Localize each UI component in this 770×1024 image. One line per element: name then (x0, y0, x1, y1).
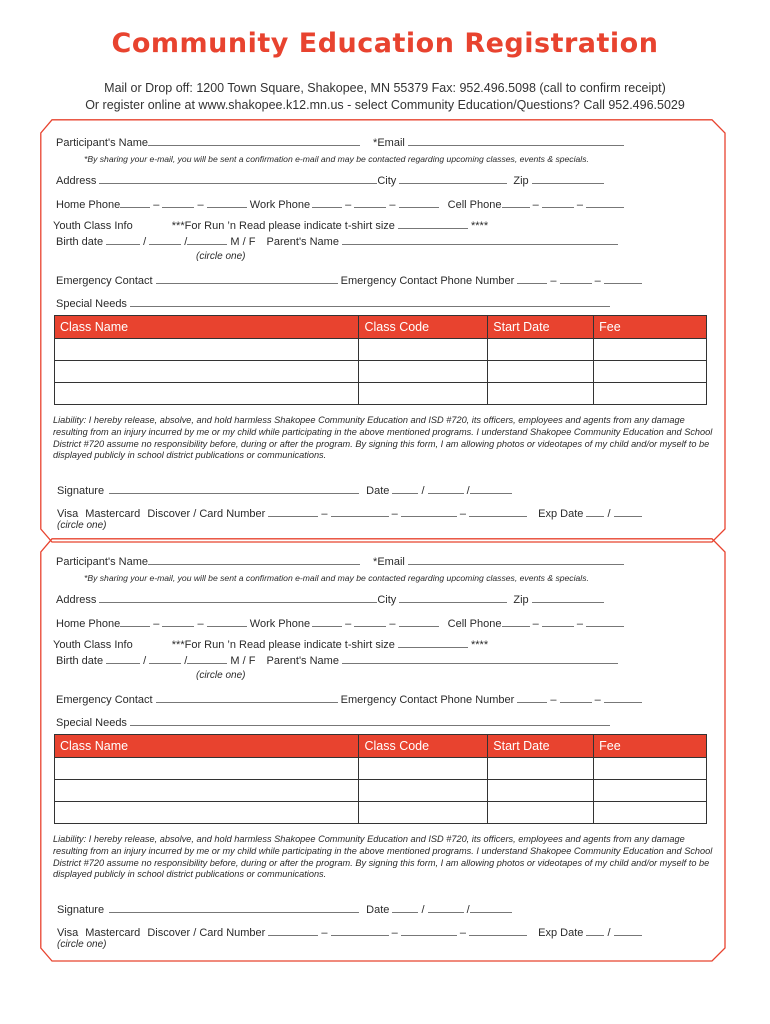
dash: – (391, 927, 398, 939)
class-name-cell[interactable] (55, 802, 359, 824)
exp-month-field[interactable] (586, 507, 604, 517)
date-year-field[interactable] (470, 903, 512, 913)
birth-month-field[interactable] (106, 235, 140, 245)
work-phone-label: Work Phone (249, 199, 311, 211)
card-number-field-2[interactable] (331, 926, 389, 936)
fee-cell[interactable] (594, 758, 707, 780)
city-field[interactable] (399, 593, 507, 603)
slash: / (466, 485, 470, 497)
signature-field[interactable] (109, 484, 359, 494)
mastercard-option[interactable]: Mastercard (85, 927, 141, 939)
class-code-cell[interactable] (359, 758, 488, 780)
date-month-field[interactable] (392, 903, 418, 913)
special-needs-field[interactable] (130, 297, 610, 307)
table-row (55, 383, 707, 405)
card-number-field-1[interactable] (268, 507, 318, 517)
class-code-cell[interactable] (359, 802, 488, 824)
parent-name-label: Parent's Name (266, 655, 339, 667)
date-month-field[interactable] (392, 484, 418, 494)
class-code-cell[interactable] (359, 339, 488, 361)
class-code-cell[interactable] (359, 383, 488, 405)
date-label: Date (366, 485, 390, 497)
exp-year-field[interactable] (614, 507, 642, 517)
dash: – (345, 199, 352, 211)
registration-section-2 (40, 538, 726, 962)
birth-day-field[interactable] (149, 235, 181, 245)
signature-field[interactable] (109, 903, 359, 913)
card-number-field-2[interactable] (331, 507, 389, 517)
email-label: *Email (373, 556, 405, 568)
start-date-cell[interactable] (488, 802, 594, 824)
cell-phone-area-field[interactable] (502, 617, 530, 627)
fee-header: Fee (594, 316, 707, 339)
circle-one-note: (circle one) (196, 670, 246, 681)
exp-date-label: Exp Date (538, 927, 584, 939)
class-table (54, 315, 707, 405)
dash: – (321, 508, 328, 520)
gender-mf[interactable]: M / F (230, 655, 256, 667)
table-row (55, 339, 707, 361)
class-name-header: Class Name (55, 316, 359, 339)
home-phone-prefix-field[interactable] (162, 617, 194, 627)
header-mail-line: Mail or Drop off: 1200 Town Square, Shakopee, MN 55379 Fax: 952.496.5098 (call to confirm receipt) (104, 81, 666, 95)
table-row (55, 758, 707, 780)
fee-cell[interactable] (594, 802, 707, 824)
tshirt-size-field[interactable] (398, 638, 468, 648)
class-code-cell[interactable] (359, 361, 488, 383)
home-phone-label: Home Phone (56, 618, 121, 630)
tshirt-end: **** (471, 639, 489, 651)
youth-class-info-label: Youth Class Info (53, 220, 133, 232)
email-note: *By sharing your e-mail, you will be sent a confirmation e-mail and may be contacted regarding upcoming classes, events & specials. (84, 573, 589, 583)
start-date-cell[interactable] (488, 780, 594, 802)
email-label: *Email (373, 137, 405, 149)
class-name-cell[interactable] (55, 361, 359, 383)
participant-name-field[interactable] (148, 555, 360, 565)
card-number-field-3[interactable] (401, 926, 457, 936)
zip-label: Zip (513, 594, 529, 606)
city-label: City (377, 594, 397, 606)
class-table (54, 734, 707, 824)
class-name-cell[interactable] (55, 780, 359, 802)
dash: – (197, 199, 204, 211)
zip-field[interactable] (532, 174, 604, 184)
cell-phone-area-field[interactable] (502, 198, 530, 208)
dash: – (576, 618, 583, 630)
emergency-contact-label: Emergency Contact (56, 275, 153, 287)
card-number-field-3[interactable] (401, 507, 457, 517)
dash: – (391, 508, 398, 520)
dash: – (197, 618, 204, 630)
parent-name-field[interactable] (342, 235, 618, 245)
cell-phone-label: Cell Phone (447, 618, 502, 630)
class-name-cell[interactable] (55, 339, 359, 361)
parent-name-field[interactable] (342, 654, 618, 664)
emergency-phone-label: Emergency Contact Phone Number (340, 694, 515, 706)
card-number-field-4[interactable] (469, 926, 527, 936)
parent-name-label: Parent's Name (266, 236, 339, 248)
youth-class-info-label: Youth Class Info (53, 639, 133, 651)
city-label: City (377, 175, 397, 187)
start-date-cell[interactable] (488, 758, 594, 780)
card-number-field-1[interactable] (268, 926, 318, 936)
cell-phone-prefix-field[interactable] (542, 198, 574, 208)
dash: – (550, 275, 557, 287)
tshirt-end: **** (471, 220, 489, 232)
dash: – (321, 927, 328, 939)
circle-one-note: (circle one) (57, 939, 107, 950)
date-day-field[interactable] (428, 484, 464, 494)
fee-cell[interactable] (594, 361, 707, 383)
liability-text: Liability: I hereby release, absolve, and hold harmless Shakopee Community Education and ISD #720, its officers, employees and agents from any damage resulting from an injury incurred by me or my child while participating in the above mentioned programs. I understand Shakopee Community Education and School District #720 assume no responsibility before, during or after the program. By signing this form, I am allowing photos or videotapes of my child and/or myself to be displayed publicly in school district publications or communications. (53, 834, 713, 880)
exp-month-field[interactable] (586, 926, 604, 936)
address-label: Address (56, 594, 97, 606)
header-online-line: Or register online at www.shakopee.k12.mn.us - select Community Education/Questions? Call 952.496.5029 (85, 98, 685, 112)
home-phone-area-field[interactable] (120, 617, 150, 627)
class-name-header: Class Name (55, 735, 359, 758)
visa-option[interactable]: Visa (57, 927, 79, 939)
table-row (55, 802, 707, 824)
date-label: Date (366, 904, 390, 916)
emergency-contact-field[interactable] (156, 693, 338, 703)
birth-day-field[interactable] (149, 654, 181, 664)
discover-option[interactable]: Discover / Card Number (147, 508, 266, 520)
visa-option[interactable]: Visa (57, 508, 79, 520)
table-row (55, 361, 707, 383)
address-label: Address (56, 175, 97, 187)
emergency-contact-label: Emergency Contact (56, 694, 153, 706)
dash: – (459, 508, 467, 520)
dash: – (153, 618, 160, 630)
dash: – (345, 618, 352, 630)
emergency-contact-field[interactable] (156, 274, 338, 284)
birth-year-field[interactable] (187, 654, 227, 664)
participant-name-label: Participant's Name (56, 137, 148, 149)
tshirt-label: ***For Run ’n Read please indicate t-shirt size (171, 220, 395, 232)
fee-cell[interactable] (594, 780, 707, 802)
class-name-cell[interactable] (55, 383, 359, 405)
emergency-phone-prefix-field[interactable] (560, 693, 592, 703)
tshirt-size-field[interactable] (398, 219, 468, 229)
participant-name-label: Participant's Name (56, 556, 148, 568)
dash: – (389, 199, 396, 211)
date-day-field[interactable] (428, 903, 464, 913)
home-phone-line-field[interactable] (207, 198, 247, 208)
city-field[interactable] (399, 174, 507, 184)
class-name-cell[interactable] (55, 758, 359, 780)
dash: – (153, 199, 160, 211)
email-field[interactable] (408, 136, 624, 146)
emergency-phone-line-field[interactable] (604, 693, 642, 703)
cell-phone-label: Cell Phone (447, 199, 502, 211)
dash: – (550, 694, 557, 706)
work-phone-area-field[interactable] (312, 198, 342, 208)
fee-header: Fee (594, 735, 707, 758)
discover-option[interactable]: Discover / Card Number (147, 927, 266, 939)
slash: / (607, 927, 611, 939)
circle-one-note: (circle one) (196, 251, 246, 262)
dash: – (594, 694, 601, 706)
work-phone-area-field[interactable] (312, 617, 342, 627)
table-row (55, 780, 707, 802)
home-phone-area-field[interactable] (120, 198, 150, 208)
dash: – (594, 275, 601, 287)
special-needs-field[interactable] (130, 716, 610, 726)
card-number-field-4[interactable] (469, 507, 527, 517)
address-field[interactable] (99, 174, 377, 184)
emergency-phone-prefix-field[interactable] (560, 274, 592, 284)
start-date-cell[interactable] (488, 383, 594, 405)
cell-phone-prefix-field[interactable] (542, 617, 574, 627)
home-phone-line-field[interactable] (207, 617, 247, 627)
mastercard-option[interactable]: Mastercard (85, 508, 141, 520)
birth-date-label: Birth date (56, 655, 104, 667)
cell-phone-line-field[interactable] (586, 617, 624, 627)
emergency-phone-area-field[interactable] (517, 693, 547, 703)
zip-field[interactable] (532, 593, 604, 603)
work-phone-prefix-field[interactable] (354, 617, 386, 627)
slash: / (466, 904, 470, 916)
dash: – (459, 927, 467, 939)
participant-name-field[interactable] (148, 136, 360, 146)
tshirt-label: ***For Run ’n Read please indicate t-shirt size (171, 639, 395, 651)
class-code-header: Class Code (359, 735, 488, 758)
home-phone-prefix-field[interactable] (162, 198, 194, 208)
email-field[interactable] (408, 555, 624, 565)
gender-mf[interactable]: M / F (230, 236, 256, 248)
dash: – (576, 199, 583, 211)
fee-cell[interactable] (594, 339, 707, 361)
emergency-phone-line-field[interactable] (604, 274, 642, 284)
dash: – (532, 199, 539, 211)
birth-date-label: Birth date (56, 236, 104, 248)
email-note: *By sharing your e-mail, you will be sent a confirmation e-mail and may be contacted regarding upcoming classes, events & specials. (84, 154, 589, 164)
slash: / (143, 655, 147, 667)
work-phone-prefix-field[interactable] (354, 198, 386, 208)
work-phone-line-field[interactable] (399, 198, 439, 208)
slash: / (143, 236, 147, 248)
fee-cell[interactable] (594, 383, 707, 405)
class-code-header: Class Code (359, 316, 488, 339)
start-date-header: Start Date (488, 316, 594, 339)
work-phone-label: Work Phone (249, 618, 311, 630)
class-code-cell[interactable] (359, 780, 488, 802)
birth-year-field[interactable] (187, 235, 227, 245)
emergency-phone-area-field[interactable] (517, 274, 547, 284)
exp-date-label: Exp Date (538, 508, 584, 520)
slash: / (607, 508, 611, 520)
start-date-cell[interactable] (488, 361, 594, 383)
slash: / (184, 655, 188, 667)
liability-text: Liability: I hereby release, absolve, and hold harmless Shakopee Community Education and ISD #720, its officers, employees and agents from any damage resulting from an injury incurred by me or my child while participating in the above mentioned programs. I understand Shakopee Community Education and School District #720 assume no responsibility before, during or after the program. By signing this form, I am allowing photos or videotapes of my child and/or myself to be displayed publicly in school district publications or communications. (53, 415, 713, 461)
slash: / (421, 904, 425, 916)
circle-one-note: (circle one) (57, 520, 107, 531)
emergency-phone-label: Emergency Contact Phone Number (340, 275, 515, 287)
date-year-field[interactable] (470, 484, 512, 494)
dash: – (532, 618, 539, 630)
dash: – (389, 618, 396, 630)
registration-section-1 (40, 119, 726, 543)
zip-label: Zip (513, 175, 529, 187)
slash: / (421, 485, 425, 497)
slash: / (184, 236, 188, 248)
signature-label: Signature (57, 904, 105, 916)
signature-label: Signature (57, 485, 105, 497)
home-phone-label: Home Phone (56, 199, 121, 211)
birth-month-field[interactable] (106, 654, 140, 664)
special-needs-label: Special Needs (56, 298, 127, 310)
page-title: Community Education Registration (111, 28, 659, 59)
start-date-cell[interactable] (488, 339, 594, 361)
start-date-header: Start Date (488, 735, 594, 758)
address-field[interactable] (99, 593, 377, 603)
cell-phone-line-field[interactable] (586, 198, 624, 208)
exp-year-field[interactable] (614, 926, 642, 936)
work-phone-line-field[interactable] (399, 617, 439, 627)
special-needs-label: Special Needs (56, 717, 127, 729)
